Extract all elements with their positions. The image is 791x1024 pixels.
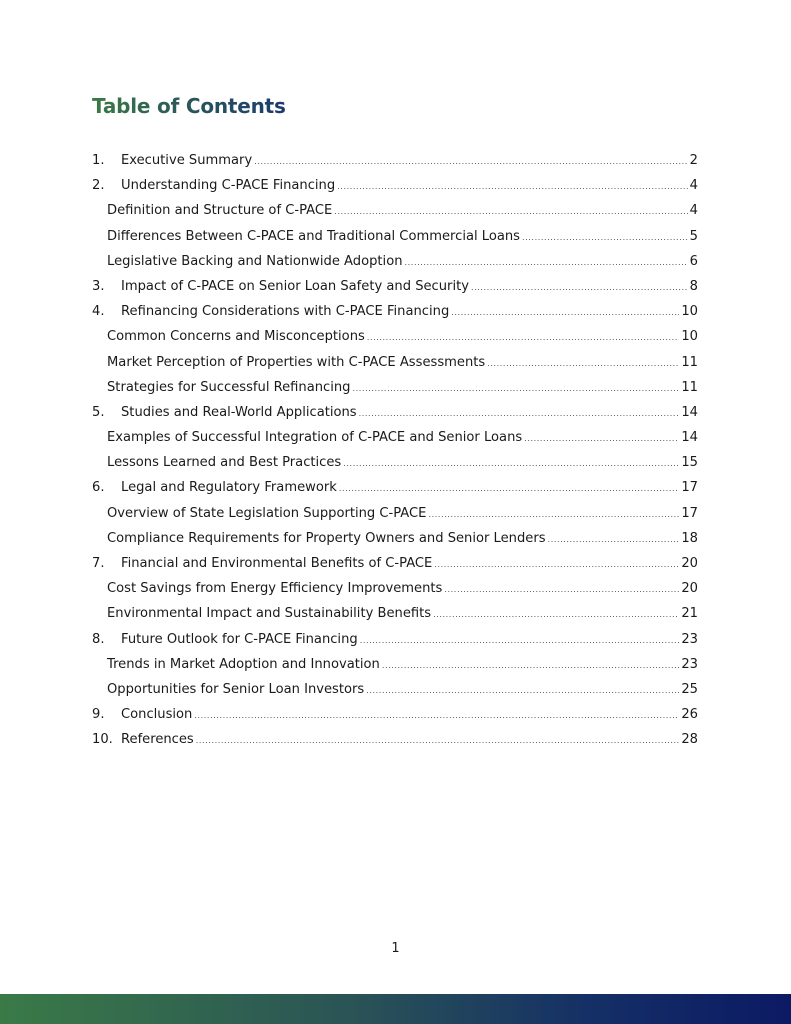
toc-dot-leader [359, 401, 680, 426]
toc-title: Table of Contents [92, 94, 286, 118]
toc-entry[interactable] [92, 173, 698, 198]
toc-dot-leader [487, 351, 679, 376]
toc-dot-leader [522, 225, 688, 250]
toc-entry-number: 2. [92, 178, 105, 194]
toc-subentry[interactable] [92, 601, 698, 626]
toc-entry-number: 8. [92, 631, 105, 647]
toc-subentry[interactable] [92, 350, 698, 375]
toc-dot-leader [548, 527, 680, 552]
toc-subentry[interactable] [92, 450, 698, 475]
toc-entry[interactable] [92, 702, 698, 727]
toc-entry-page: 21 [681, 606, 698, 622]
toc-entry-page: 11 [681, 354, 698, 370]
toc-entry-page: 6 [689, 253, 698, 269]
toc-dot-leader [434, 552, 679, 577]
toc-entry-page: 23 [681, 631, 698, 647]
toc-subentry[interactable] [92, 652, 698, 677]
toc-entry-title: Opportunities for Senior Loan Investors [107, 681, 365, 697]
toc-subentry[interactable] [92, 677, 698, 702]
toc-entry-title: Market Perception of Properties with C-PACE Assessments [107, 354, 486, 370]
toc-dot-leader [367, 325, 680, 350]
toc-entry-title: Financial and Environmental Benefits of C-PACE [121, 556, 433, 571]
toc-entry-page: 28 [681, 732, 698, 748]
toc-dot-leader [444, 577, 679, 602]
toc-subentry[interactable] [92, 425, 698, 450]
toc-entry[interactable] [92, 299, 698, 324]
toc-subentry[interactable] [92, 576, 698, 601]
toc-entry-page: 20 [681, 581, 698, 597]
toc-entry-title: Understanding C-PACE Financing [121, 178, 336, 194]
toc-subentry[interactable] [92, 249, 698, 274]
toc-entry-number: 5. [92, 404, 105, 420]
toc-entry-page: 4 [689, 178, 698, 194]
toc-entry-page: 8 [689, 278, 698, 294]
toc-subentry[interactable] [92, 198, 698, 223]
toc-entry-page: 25 [681, 681, 698, 697]
toc-dot-leader [471, 275, 688, 300]
toc-entry-page: 15 [681, 455, 698, 471]
toc-entry-title: Common Concerns and Misconceptions [107, 329, 365, 345]
toc-entry-title: Legislative Backing and Nationwide Adoption [107, 253, 403, 269]
toc-dot-leader [196, 728, 680, 753]
toc-entry-title: Executive Summary [121, 153, 253, 168]
toc-entry-page: 14 [681, 404, 698, 420]
toc-entry-title: Environmental Impact and Sustainability Benefits [107, 606, 432, 622]
toc-entry-title: Future Outlook for C-PACE Financing [121, 631, 358, 647]
toc-dot-leader [343, 451, 679, 476]
toc-entry[interactable] [92, 627, 698, 652]
toc-dot-leader [339, 476, 680, 501]
toc-dot-leader [353, 376, 680, 401]
toc-entry-page: 23 [681, 656, 698, 672]
toc-dot-leader [366, 678, 679, 703]
toc-entry-title: Studies and Real-World Applications [121, 404, 357, 420]
toc-dot-leader [360, 628, 680, 653]
toc-subentry[interactable] [92, 526, 698, 551]
toc-dot-leader [433, 602, 679, 627]
toc-entry-title: References [121, 732, 194, 748]
toc-entry-page: 11 [681, 379, 698, 395]
toc-entry-page: 17 [681, 505, 698, 521]
toc-subentry[interactable] [92, 501, 698, 526]
toc-entry-title: Definition and Structure of C-PACE [107, 203, 333, 219]
toc-entry-title: Compliance Requirements for Property Owners and Senior Lenders [107, 530, 546, 546]
page-number: 1 [391, 941, 400, 956]
toc-entry-page: 26 [681, 707, 698, 723]
toc-entry-page: 2 [689, 153, 698, 168]
toc-entry-title: Lessons Learned and Best Practices [107, 455, 342, 471]
toc-entry-page: 18 [681, 530, 698, 546]
toc-list [92, 148, 698, 753]
toc-dot-leader [334, 199, 687, 224]
toc-entry-title: Conclusion [121, 707, 193, 723]
toc-entry-title: Trends in Market Adoption and Innovation [107, 656, 380, 672]
footer-gradient-bar [0, 994, 791, 1024]
toc-dot-leader [428, 502, 679, 527]
toc-entry-number: 6. [92, 480, 105, 496]
toc-entry-page: 14 [681, 430, 698, 446]
toc-entry[interactable] [92, 551, 698, 576]
toc-dot-leader [337, 174, 688, 199]
toc-dot-leader [254, 149, 687, 174]
toc-entry-title: Impact of C-PACE on Senior Loan Safety and Security [121, 278, 469, 294]
toc-entry-title: Strategies for Successful Refinancing [107, 379, 351, 395]
toc-entry-title: Overview of State Legislation Supporting C-PACE [107, 505, 427, 521]
toc-dot-leader [382, 653, 680, 678]
toc-entry-title: Differences Between C-PACE and Traditional Commercial Loans [107, 228, 520, 244]
toc-entry-page: 5 [689, 228, 698, 244]
toc-entry-number: 7. [92, 556, 105, 571]
toc-entry[interactable] [92, 274, 698, 299]
toc-subentry[interactable] [92, 324, 698, 349]
toc-entry-title: Refinancing Considerations with C-PACE Financing [121, 304, 450, 320]
toc-entry[interactable] [92, 727, 698, 752]
toc-entry-number: 1. [92, 153, 105, 168]
toc-subentry[interactable] [92, 224, 698, 249]
toc-dot-leader [194, 703, 679, 728]
toc-entry-number: 9. [92, 707, 105, 723]
toc-entry-title: Legal and Regulatory Framework [121, 480, 337, 496]
toc-entry-page: 17 [681, 480, 698, 496]
toc-entry-number: 10. [92, 732, 113, 748]
toc-dot-leader [405, 250, 688, 275]
toc-subentry[interactable] [92, 375, 698, 400]
toc-entry-page: 20 [681, 556, 698, 571]
toc-entry-title: Examples of Successful Integration of C-PACE and Senior Loans [107, 430, 523, 446]
toc-entry-page: 10 [681, 304, 698, 320]
toc-dot-leader [451, 300, 679, 325]
toc-dot-leader [524, 426, 679, 451]
toc-entry-number: 3. [92, 278, 105, 294]
toc-entry-page: 10 [681, 329, 698, 345]
toc-entry-number: 4. [92, 304, 105, 320]
toc-entry[interactable] [92, 400, 698, 425]
toc-entry[interactable] [92, 475, 698, 500]
toc-entry-page: 4 [689, 203, 698, 219]
toc-entry[interactable] [92, 148, 698, 173]
toc-entry-title: Cost Savings from Energy Efficiency Improvements [107, 581, 443, 597]
